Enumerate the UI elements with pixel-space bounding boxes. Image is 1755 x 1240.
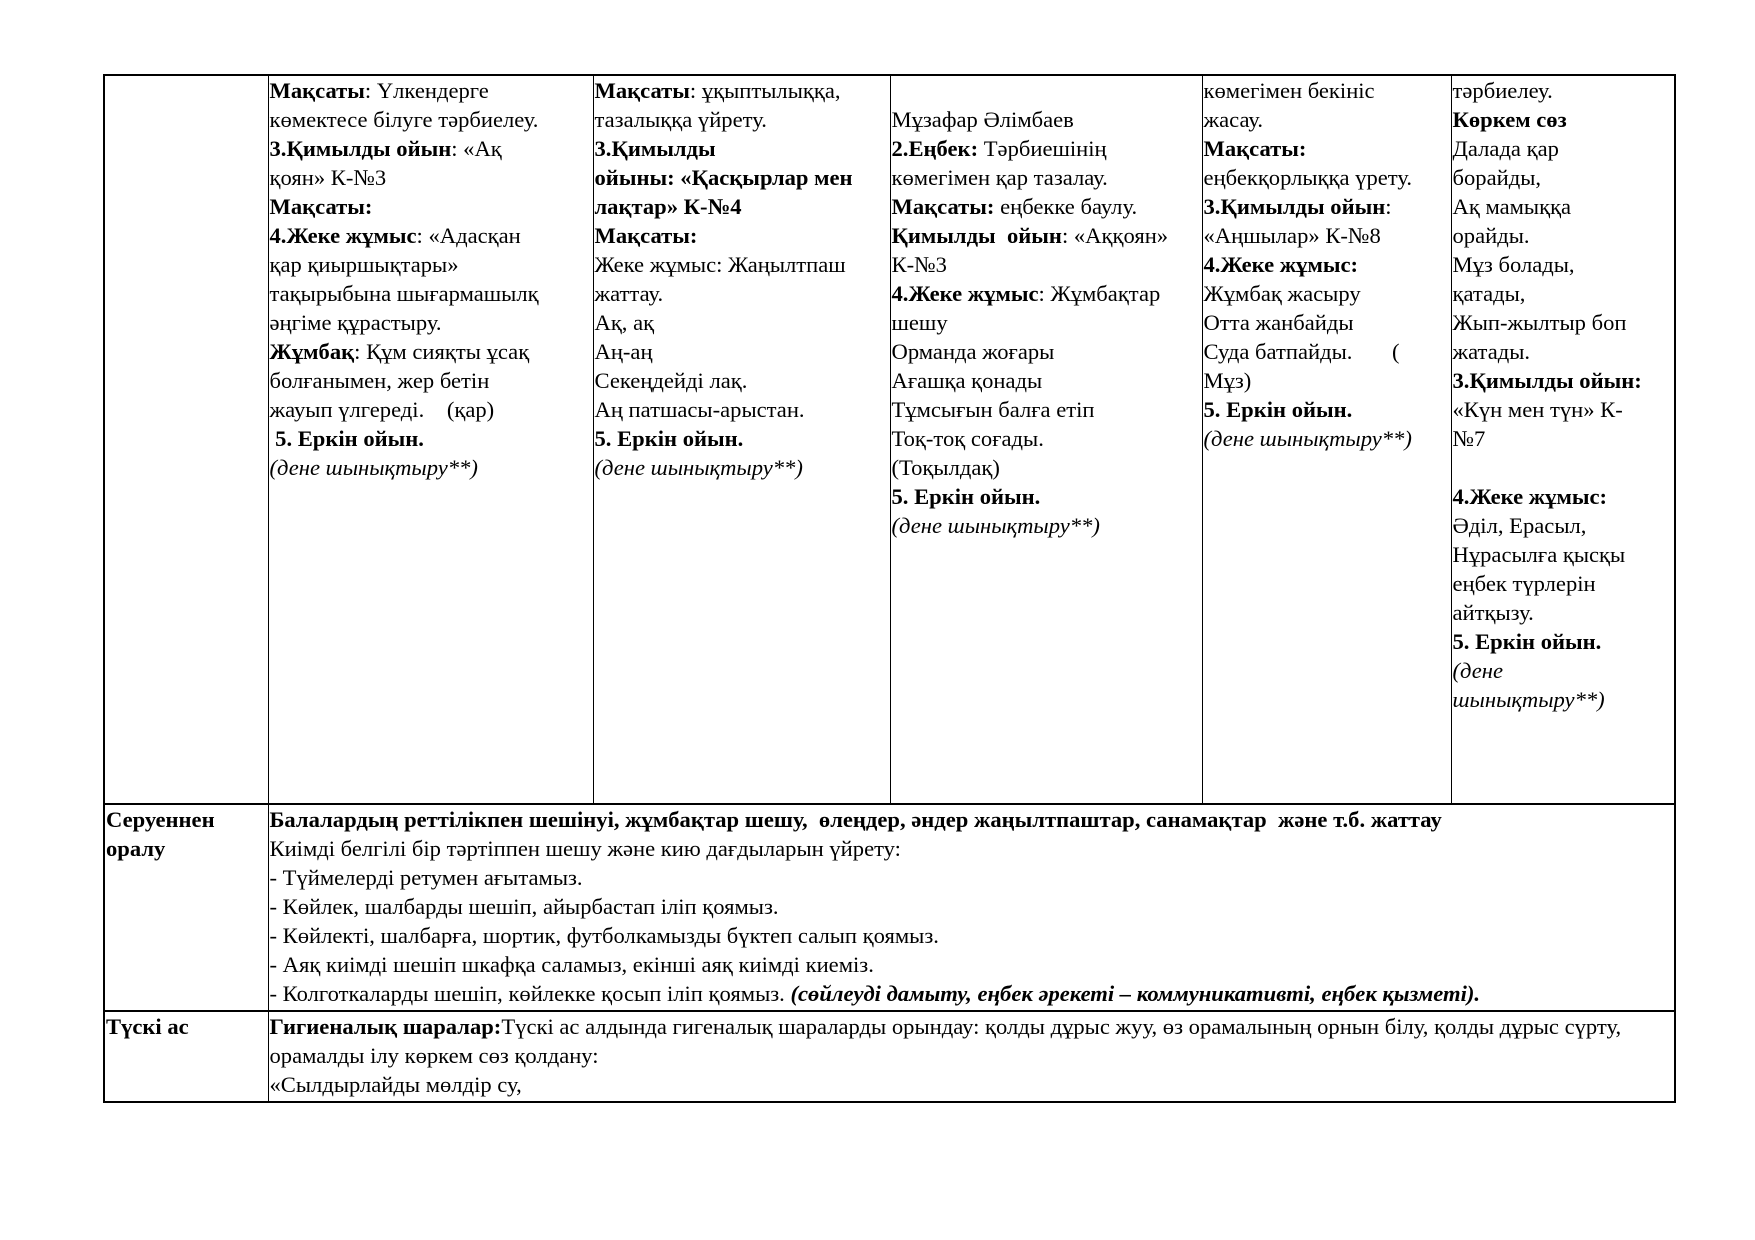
text: еңбекке баулу. (994, 194, 1138, 219)
text-line: жаттау. (594, 281, 664, 306)
text-line: Тоқ-тоқ соғады. (891, 426, 1044, 451)
activity-note: (сөйлеуді дамыту, еңбек әрекеті – коммуникативті, еңбек қызметі). (790, 981, 1481, 1006)
section-heading: ойыны: «Қасқырлар мен (594, 165, 853, 190)
note-italic: (дене шынықтыру**) (269, 455, 478, 480)
section-heading: 3.Қимылды ойын (1203, 194, 1386, 219)
text-line: Далада қар (1452, 136, 1559, 161)
text-line: Аң-аң (594, 339, 653, 364)
note-italic: (дене шынықтыру**) (594, 455, 803, 480)
list-item: - Колготкаларды шешіп, көйлекке қосып іліп қоямыз. (269, 981, 791, 1006)
text-line: Жұмбақ жасыру (1203, 281, 1361, 306)
text-line: «Күн мен түн» К- (1452, 397, 1623, 422)
riddle-label: Жұмбақ (269, 339, 355, 364)
text-line: орайды. (1452, 223, 1530, 248)
text: : «Ақ (451, 136, 502, 161)
note-italic: (дене шынықтыру**) (1203, 426, 1412, 451)
goal-label: Мақсаты: (269, 194, 373, 219)
text-line: Киімді белгілі бір тәртіппен шешу және кию дағдыларын үйрету: (269, 836, 901, 861)
row-label-cell (104, 804, 268, 1011)
text: : «Аққоян» (1061, 223, 1169, 248)
text-line: жасау. (1203, 107, 1264, 132)
goal-label: Мақсаты: (891, 194, 995, 219)
goal-label: Мақсаты (269, 78, 365, 103)
text-line: Мұзафар Әлімбаев (891, 107, 1074, 132)
section-heading: 3.Қимылды ойын: (1452, 368, 1642, 393)
text-line: жауып үлгереді. (қар) (269, 397, 495, 422)
list-item: - Аяқ киімді шешіп шкафқа саламыз, екінші аяқ киімді киеміз. (269, 952, 874, 977)
text-line: қоян» К-№3 (269, 165, 387, 190)
text-line: жатады. (1452, 339, 1531, 364)
text-line: тәрбиелеу. (1452, 78, 1553, 103)
table-row-lunch (104, 1011, 1675, 1102)
text: : ұқыптылыққа, (689, 78, 841, 103)
text-line: айтқызу. (1452, 600, 1534, 625)
section-heading: 4.Жеке жұмыс: (1452, 484, 1608, 509)
walk-column-3 (593, 75, 890, 804)
text-line: Орманда жоғары (891, 339, 1055, 364)
text: : «Адасқан (416, 223, 521, 248)
text-line: Ақ мамыққа (1452, 194, 1572, 219)
section-heading: 3.Қимылды (594, 136, 716, 161)
row-label-cell (104, 1011, 268, 1102)
text: Түскі ас алдында гигеналық шараларды орындау: қолды дұрыс жуу, өз орамалының орнын білу, қолды дұрыс сүрту, орамалды ілу көркем сөз қолдану: (269, 1014, 1622, 1068)
text: : Жұмбақтар (1038, 281, 1161, 306)
section-heading: 5. Еркін ойын. (269, 426, 424, 451)
text-line: әңгіме құрастыру. (269, 310, 442, 335)
text-line: Отта жанбайды (1203, 310, 1354, 335)
list-item: - Түймелерді ретумен ағытамыз. (269, 865, 583, 890)
text-line: еңбек түрлерін (1452, 571, 1596, 596)
list-item: - Көйлекті, шалбарға, шортик, футболкамызды бүктеп салып қоямыз. (269, 923, 939, 948)
section-heading: Қимылды ойын (891, 223, 1062, 248)
section-heading: 5. Еркін ойын. (1203, 397, 1353, 422)
text-line: «Сылдырлайды мөлдір су, (269, 1072, 522, 1097)
text-line: шешу (891, 310, 948, 335)
daily-plan-table (103, 74, 1676, 1103)
row-label: Түскі ас (106, 1014, 189, 1039)
section-heading: 5. Еркін ойын. (594, 426, 744, 451)
text-line: Жеке жұмыс: Жаңылтпаш (594, 252, 846, 277)
text-line: Әділ, Ерасыл, (1452, 513, 1587, 538)
section-heading: 5. Еркін ойын. (1452, 629, 1602, 654)
text: : Үлкендерге (364, 78, 489, 103)
list-item: - Көйлек, шалбарды шешіп, айырбастап іліп қоямыз. (269, 894, 779, 919)
lunch-content (268, 1011, 1675, 1102)
text-line: еңбекқорлыққа үрету. (1203, 165, 1413, 190)
spacer (892, 76, 1202, 105)
text-line: «Аңшылар» К-№8 (1203, 223, 1381, 248)
walk-column-6 (1451, 75, 1675, 804)
text-line: №7 (1452, 426, 1486, 451)
text-line: К-№3 (891, 252, 947, 277)
text-line: борайды, (1452, 165, 1542, 190)
text-line: қатады, (1452, 281, 1526, 306)
text-line: Аң патшасы-арыстан. (594, 397, 805, 422)
text-line: болғанымен, жер бетін (269, 368, 490, 393)
text-line: Суда батпайды. ( (1203, 339, 1400, 364)
walk-column-5 (1202, 75, 1451, 804)
text-line: көмегімен бекініс (1203, 78, 1375, 103)
row-heading: Гигиеналық шаралар: (269, 1014, 502, 1039)
goal-label: Мақсаты: (1203, 136, 1307, 161)
section-heading: лақтар» К-№4 (594, 194, 742, 219)
walk-column-4 (890, 75, 1202, 804)
text-line: Мұз) (1203, 368, 1252, 393)
row-label: оралу (106, 836, 166, 861)
return-from-walk-content (268, 804, 1675, 1011)
table-row-walk-activities (104, 75, 1675, 804)
section-heading: 4.Жеке жұмыс: (1203, 252, 1359, 277)
text-line: қар қиыршықтары» (269, 252, 459, 277)
section-heading: 4.Жеке жұмыс (269, 223, 417, 248)
text: : Құм сияқты ұсақ (354, 339, 530, 364)
goal-label: Мақсаты (594, 78, 690, 103)
section-heading: 5. Еркін ойын. (891, 484, 1041, 509)
section-heading: Көркем сөз (1452, 107, 1567, 132)
text-line: Секеңдейді лақ. (594, 368, 748, 393)
section-heading: 2.Еңбек: (891, 136, 979, 161)
text-line: Жып-жылтыр боп (1452, 310, 1627, 335)
text-line: көмектесе білуге тәрбиелеу. (269, 107, 539, 132)
goal-label: Мақсаты: (594, 223, 698, 248)
text: Тәрбиешінің (978, 136, 1107, 161)
row-label-cell-empty (104, 75, 268, 804)
text-line: тақырыбына шығармашылқ (269, 281, 539, 306)
walk-column-2 (268, 75, 593, 804)
spacer (1453, 453, 1675, 482)
text-line: Мұз болады, (1452, 252, 1575, 277)
note-italic: шынықтыру**) (1452, 687, 1605, 712)
section-heading: 3.Қимылды ойын (269, 136, 452, 161)
text-line: (Тоқылдақ) (891, 455, 1000, 480)
text-line: Ақ, ақ (594, 310, 655, 335)
table-row-return-from-walk (104, 804, 1675, 1011)
note-italic: (дене (1452, 658, 1503, 683)
note-italic: (дене шынықтыру**) (891, 513, 1100, 538)
text-line: Тұмсығын балға етіп (891, 397, 1095, 422)
text-line: Нұрасылға қысқы (1452, 542, 1626, 567)
section-heading: 4.Жеке жұмыс (891, 281, 1039, 306)
row-label: Серуеннен (106, 807, 215, 832)
text-line: тазалыққа үйрету. (594, 107, 767, 132)
text: : (1385, 194, 1392, 219)
row-heading: Балалардың реттілікпен шешінуі, жұмбақтар шешу, өлеңдер, әндер жаңылтпаштар, санамақтар және т.б. жаттау (269, 807, 1442, 832)
text-line: Ағашқа қонады (891, 368, 1043, 393)
text-line: көмегімен қар тазалау. (891, 165, 1108, 190)
